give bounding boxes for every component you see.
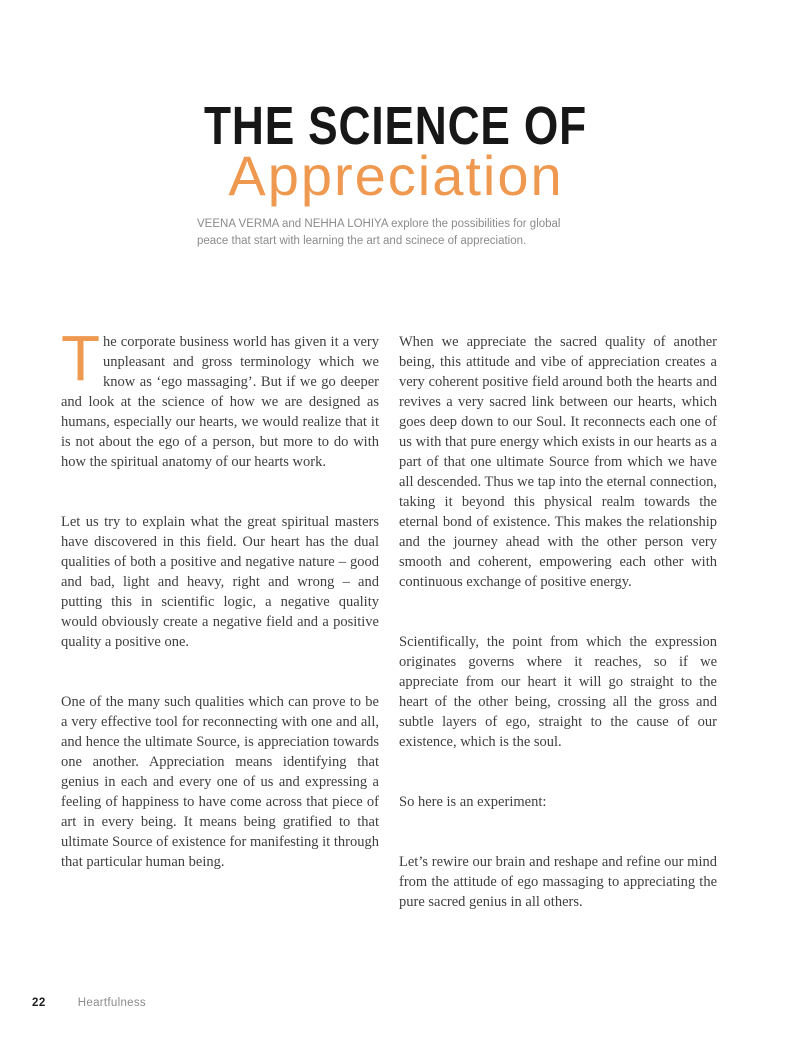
- article-byline: VEENA VERMA and NEHHA LOHIYA explore the possibilities for global peace that start with learning the art and scinece of appreciation.: [197, 218, 561, 247]
- paragraph: So here is an experiment:: [399, 794, 547, 810]
- left-column: [61, 322, 379, 952]
- paragraph: When we appreciate the sacred quality of another being, this attitude and vibe of appreciation creates a very coherent positive field around both the hearts and revives a very sacred link between our hearts, which goes deep down to our Soul. It reconnects each one of us with that pure energy which exists in our hearts as a part of that one ultimate Source from which we have all descended. Thus we tap into the eternal connection, taking it beyond this physical realm towards the eternal bond of existence. This makes the relationship and the journey ahead with the other person very smooth and coherent, empowering each other with continuous exchange of positive energy.: [399, 334, 717, 590]
- page-footer: [32, 997, 146, 1009]
- paragraph: One of the many such qualities which can prove to be a very effective tool for reconnecting with one and all, and hence the ultimate Source, is appreciation towards one another. Appreciation means identifying that genius in each and every one of us and expressing a feeling of happiness to have come across that piece of art in every being. It means being gratified to that ultimate Source of existence for manifesting it through that particular human being.: [61, 694, 379, 870]
- paragraph: Let us try to explain what the great spiritual masters have discovered in this field. Our heart has the dual qualities of both a positive and negative nature – good and bad, light and heavy, right and wrong – and putting this in scientific logic, a negative quality would obviously create a negative field and a positive quality a positive one.: [61, 514, 379, 650]
- article-title-line1: THE SCIENCE OF: [204, 96, 588, 156]
- dropcap-letter: T: [61, 322, 101, 394]
- page-number: 22: [32, 997, 46, 1009]
- magazine-name: Heartfulness: [77, 997, 146, 1009]
- article-body: [61, 322, 717, 952]
- paragraph-text: he corporate business world has given it a very unpleasant and gross terminology which we know as ‘ego massaging’. But if we go deeper and look at the science of how we are designed as humans, especially our hearts, we would realize that it is not about the ego of a person, but more to do with how the spiritual anatomy of our hearts work.: [61, 334, 379, 470]
- article-title-line2: Appreciation: [228, 144, 564, 207]
- paragraph: Let’s rewire our brain and reshape and refine our mind from the attitude of ego massaging to appreciating the pure sacred genius in all others.: [399, 854, 717, 910]
- paragraph: Scientifically, the point from which the expression originates governs where it reaches, so if we appreciate from our heart it will go straight to the heart of the other being, crossing all the gross and subtle layers of ego, straight to the cause of our existence, which is the soul.: [399, 634, 717, 750]
- article-header: [0, 96, 792, 250]
- right-column: [399, 332, 717, 952]
- paragraph-with-dropcap: [61, 322, 379, 472]
